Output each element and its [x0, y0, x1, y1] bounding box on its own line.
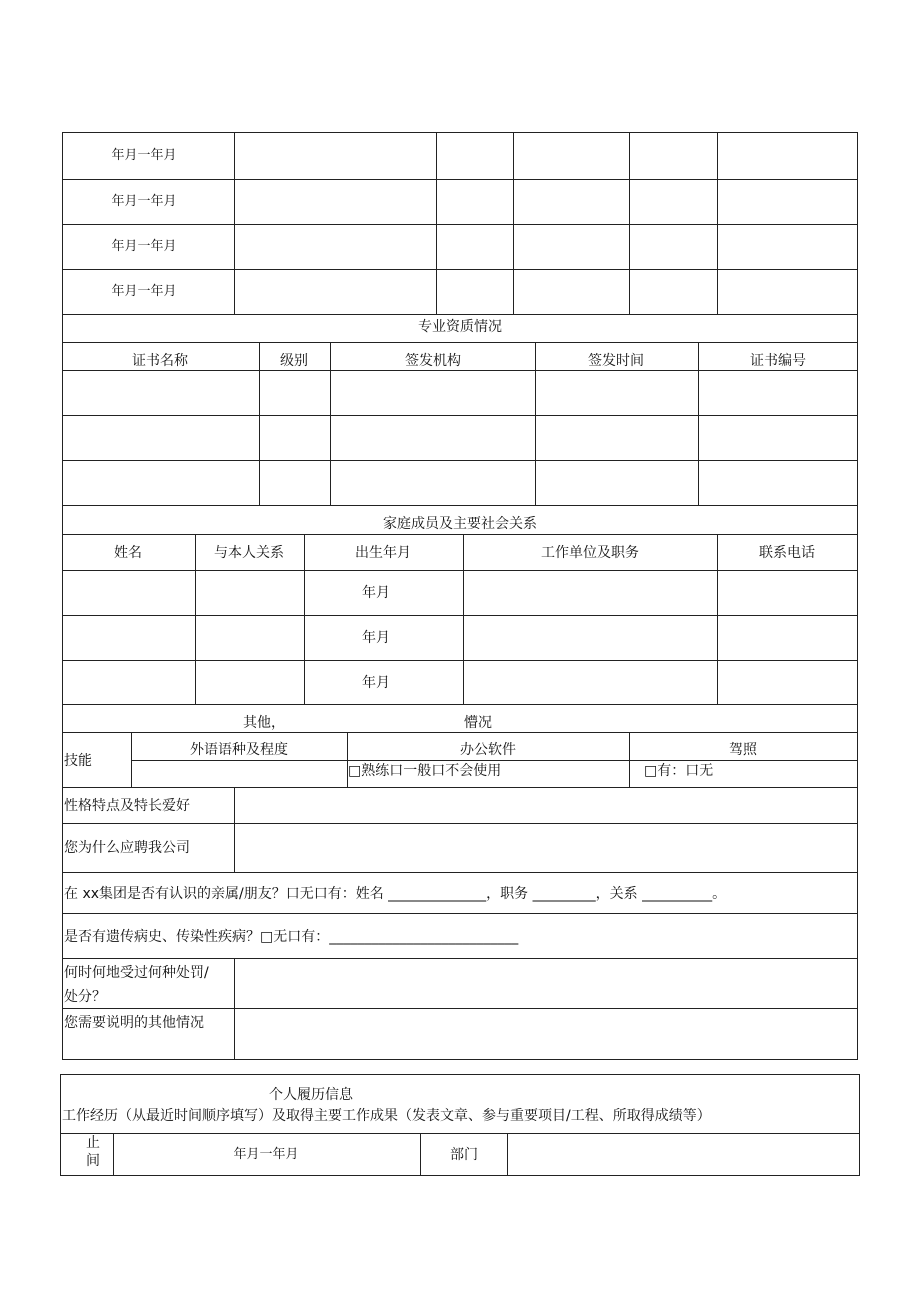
resume-col-label-a: 止 — [86, 1135, 100, 1151]
work-period-1: 年月一年月 — [111, 148, 177, 163]
certs-header-level: 级别 — [280, 353, 308, 369]
certs-header-issuer: 签发机构 — [405, 353, 461, 369]
rule — [62, 732, 858, 733]
rule — [62, 615, 858, 616]
rule — [304, 534, 305, 704]
rule — [60, 1133, 860, 1134]
work-period-4: 年月一年月 — [111, 284, 177, 299]
rule — [513, 132, 514, 314]
skills-header-language: 外语语种及程度 — [190, 742, 288, 758]
resume-title: 个人履历信息 — [269, 1087, 353, 1103]
rule — [62, 370, 858, 371]
rule — [717, 534, 718, 704]
work-period-3: 年月一年月 — [111, 239, 177, 254]
license-options[interactable]: □有：口无 — [644, 763, 714, 779]
family-header-birth: 出生年月 — [355, 545, 411, 561]
rule — [62, 570, 858, 571]
rule — [62, 179, 858, 180]
rule — [629, 732, 630, 787]
family-header-name: 姓名 — [114, 545, 142, 561]
other-label-left: 其他， — [243, 715, 285, 731]
rule — [62, 342, 858, 343]
rule — [62, 314, 858, 315]
rule — [259, 342, 260, 505]
resume-dept: 部门 — [450, 1147, 478, 1163]
disease-question: 是否有遗传病史、传染性疾病？□无口有：___________________________ — [64, 929, 519, 945]
other-label-right: 懵况 — [464, 715, 492, 731]
rule — [62, 958, 858, 959]
rule — [507, 1133, 508, 1176]
rule — [698, 342, 699, 505]
rule — [62, 913, 858, 914]
family-header-relation: 与本人关系 — [214, 545, 284, 561]
personality-label: 性格特点及特长爱好 — [64, 798, 190, 814]
skills-header-license: 驾照 — [729, 742, 757, 758]
office-skill-options[interactable]: □熟练口一般口不会使用 — [348, 763, 502, 779]
rule — [62, 660, 858, 661]
rule — [62, 1008, 858, 1009]
family-birth-1: 年月 — [362, 585, 390, 601]
main-form-table — [62, 132, 858, 1060]
work-period-2: 年月一年月 — [111, 194, 177, 209]
rule — [62, 823, 858, 824]
rule — [195, 534, 196, 704]
punishment-label-line1: 何时何地受过何种处罚/ — [64, 965, 209, 981]
family-birth-3: 年月 — [362, 675, 390, 691]
rule — [234, 787, 235, 872]
rule — [62, 269, 858, 270]
rule — [62, 224, 858, 225]
family-birth-2: 年月 — [362, 630, 390, 646]
resume-col-label-b: 间 — [86, 1153, 100, 1169]
rule — [62, 415, 858, 416]
rule — [717, 132, 718, 314]
rule — [330, 342, 331, 505]
rule — [62, 787, 858, 788]
rule — [436, 132, 437, 314]
rule — [62, 872, 858, 873]
rule — [131, 732, 132, 787]
rule — [463, 534, 464, 704]
certs-header-name: 证书名称 — [132, 353, 188, 369]
certs-section-title: 专业资质情况 — [418, 319, 502, 335]
family-section-title: 家庭成员及主要社会关系 — [383, 516, 537, 532]
rule — [420, 1133, 421, 1176]
other-explain-label: 您需要说明的其他情况 — [64, 1015, 204, 1031]
rule — [62, 460, 858, 461]
rule — [131, 760, 858, 761]
punishment-label-line2: 处分？ — [64, 989, 106, 1005]
certs-header-number: 证书编号 — [750, 353, 806, 369]
rule — [234, 958, 235, 1060]
why-apply-label: 您为什么应聘我公司 — [64, 840, 190, 856]
rule — [113, 1133, 114, 1176]
resume-period: 年月一年月 — [233, 1147, 299, 1162]
rule — [629, 132, 630, 314]
certs-header-date: 签发时间 — [588, 353, 644, 369]
family-header-employer: 工作单位及职务 — [541, 545, 639, 561]
rule — [234, 132, 235, 314]
resume-subtitle: 工作经历（从最近时间顺序填写）及取得主要工作成果（发表文章、参与重要项目/工程、所取得成绩等） — [62, 1108, 711, 1124]
rule — [62, 534, 858, 535]
skills-header-office: 办公软件 — [460, 742, 516, 758]
relatives-question: 在 xx集团是否有认识的亲属/朋友？口无口有：姓名 ______________，职务 _________，关系 __________。 — [64, 886, 727, 902]
skills-label: 技能 — [64, 753, 92, 769]
family-header-phone: 联系电话 — [759, 545, 815, 561]
rule — [535, 342, 536, 505]
rule — [62, 704, 858, 705]
rule — [62, 505, 858, 506]
